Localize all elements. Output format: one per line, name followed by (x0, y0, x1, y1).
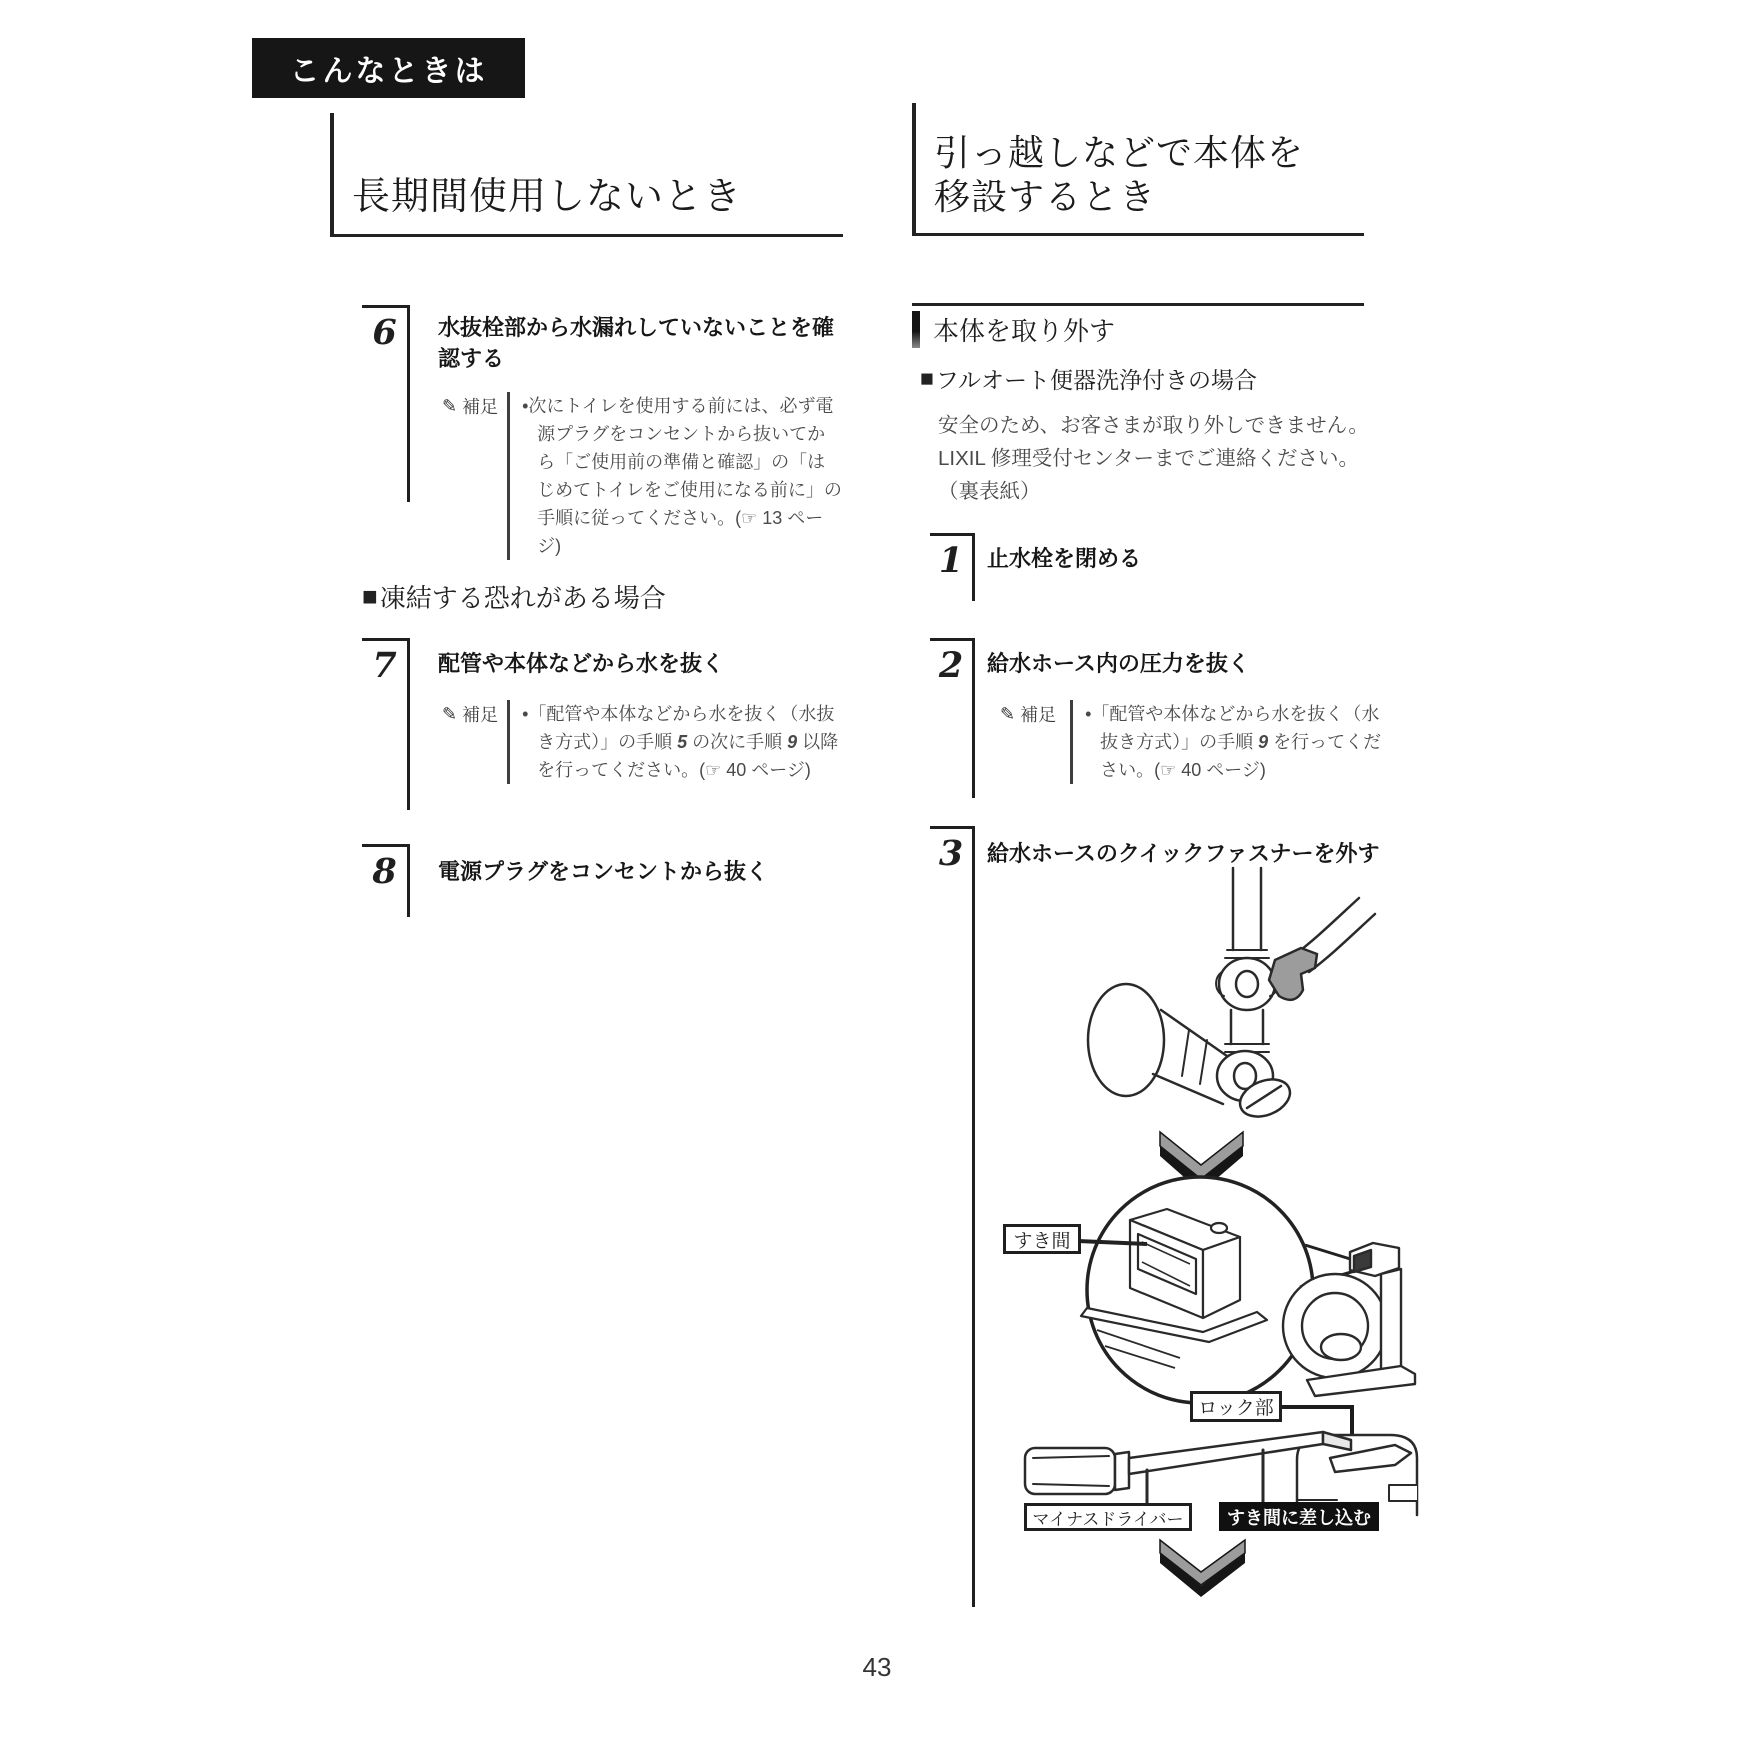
step7-number: 7 (372, 645, 397, 686)
screwdriver-callout (1024, 1503, 1192, 1531)
safety-paragraph-line3: （裏表紙） (938, 479, 1041, 503)
rstep2-number: 2 (938, 645, 964, 686)
left-column-title: 長期間使用しないとき (352, 175, 743, 218)
section-banner (252, 38, 525, 98)
step7-note-num2: 9 (787, 732, 798, 753)
rstep3-number-box (930, 826, 975, 1607)
rstep2-note-post: を行ってください。(☞ 40 ページ) (1100, 732, 1382, 781)
fullauto-sub-heading-text: フルオート便器洗浄付きの場合 (935, 367, 1257, 393)
rstep3-number: 3 (938, 833, 964, 874)
rstep2-title: 給水ホース内の圧力を抜く (987, 651, 1250, 676)
remove-body-section-header (912, 303, 1364, 348)
step6-note-text: 次にトイレを使用する前には、必ず電源プラグをコンセントから抜いてから「ご使用前の準備と確認」の「はじめてトイレをご使用になる前に」の手順に従ってください。(☞ 13 ページ) (528, 396, 842, 557)
screwdriver-callout-text: マイナスドライバー (1032, 1509, 1184, 1529)
step8-number-box (362, 844, 410, 917)
right-column-title-line2: 移設するとき (934, 176, 1157, 218)
step7-note-num1: 5 (677, 732, 688, 753)
right-column-title-line1: 引っ越しなどで本体を (934, 132, 1305, 174)
lock-callout-text: ロック部 (1198, 1398, 1274, 1419)
rstep2-note-label (1000, 700, 1056, 727)
rstep1-number-box (930, 533, 975, 601)
bullet-icon: • (1085, 704, 1092, 724)
step7-title: 配管や本体などから水を抜く (438, 651, 725, 676)
rstep2-note-label-text: 補足 (1020, 705, 1057, 725)
square-bullet-icon: ■ (920, 365, 934, 391)
step7-note-label (442, 700, 498, 727)
step8-title: 電源プラグをコンセントから抜く (438, 859, 769, 884)
down-arrow-icon (1160, 1540, 1245, 1597)
step6-number: 6 (372, 312, 397, 353)
rstep2-note-pre: 「配管や本体などから水を抜く（水抜き方式）」の手順 (1091, 704, 1380, 753)
freeze-section-heading (362, 578, 666, 615)
step3-illustrations (975, 860, 1435, 1650)
bullet-icon: • (522, 396, 529, 416)
safety-paragraph (938, 410, 1398, 508)
safety-paragraph-line2: LIXIL 修理受付センターまでご連絡ください。 (938, 446, 1359, 470)
step7-note-body (507, 700, 842, 784)
step6-note-label (442, 392, 498, 419)
step6-title: 水抜栓部から水漏れしていないことを確認する (438, 315, 835, 372)
pencil-icon: ✎ (1000, 703, 1016, 724)
bullet-icon: • (522, 704, 529, 724)
accent-bar (912, 311, 920, 348)
step6-note (442, 392, 842, 560)
stop-valve-illustration (1088, 868, 1375, 1124)
step8-number: 8 (372, 851, 397, 892)
step7-note-label-text: 補足 (462, 705, 499, 725)
insert-into-gap-callout-text: すき間に差し込む (1227, 1507, 1371, 1528)
step6-note-body (507, 392, 842, 560)
lock-callout (1190, 1391, 1282, 1422)
insert-into-gap-callout (1219, 1502, 1379, 1531)
gap-callout (1003, 1224, 1081, 1254)
page-number: 43 (862, 1652, 892, 1682)
remove-body-heading: 本体を取り外す (933, 316, 1116, 346)
rstep2-note-body (1070, 700, 1395, 784)
gap-callout-text: すき間 (1013, 1230, 1071, 1252)
square-bullet-icon: ■ (362, 581, 378, 611)
right-column-title-block (912, 103, 1364, 236)
rstep2-number-box (930, 638, 975, 798)
step7-note-mid: の次に手順 (687, 732, 788, 753)
rstep2-note (1000, 700, 1395, 784)
step6-note-label-text: 補足 (462, 397, 499, 417)
rstep1-number: 1 (938, 540, 964, 581)
fullauto-sub-heading (920, 362, 1257, 395)
rstep2-note-num1: 9 (1258, 732, 1269, 753)
freeze-section-heading-text: 凍結する恐れがある場合 (379, 583, 666, 613)
step7-note-post: 以降を行ってください。(☞ 40 ページ) (537, 732, 839, 781)
right-column-title (934, 131, 1304, 219)
step7-number-box (362, 638, 410, 810)
pencil-icon: ✎ (442, 703, 458, 724)
section-banner-label: こんなときは (289, 55, 488, 88)
left-column-title-block (330, 113, 843, 237)
rstep1-title: 止水栓を閉める (987, 546, 1142, 571)
step6-number-box (362, 305, 410, 502)
step7-note (442, 700, 842, 784)
pencil-icon: ✎ (442, 395, 458, 416)
step7-note-pre: 「配管や本体などから水を抜く（水抜き方式）」の手順 (528, 704, 835, 753)
safety-paragraph-line1: 安全のため、お客さまが取り外しできません。 (938, 414, 1369, 437)
rstep3-title: 給水ホースのクイックファスナーを外す (987, 841, 1380, 866)
lock-label-connector (1282, 1407, 1352, 1435)
